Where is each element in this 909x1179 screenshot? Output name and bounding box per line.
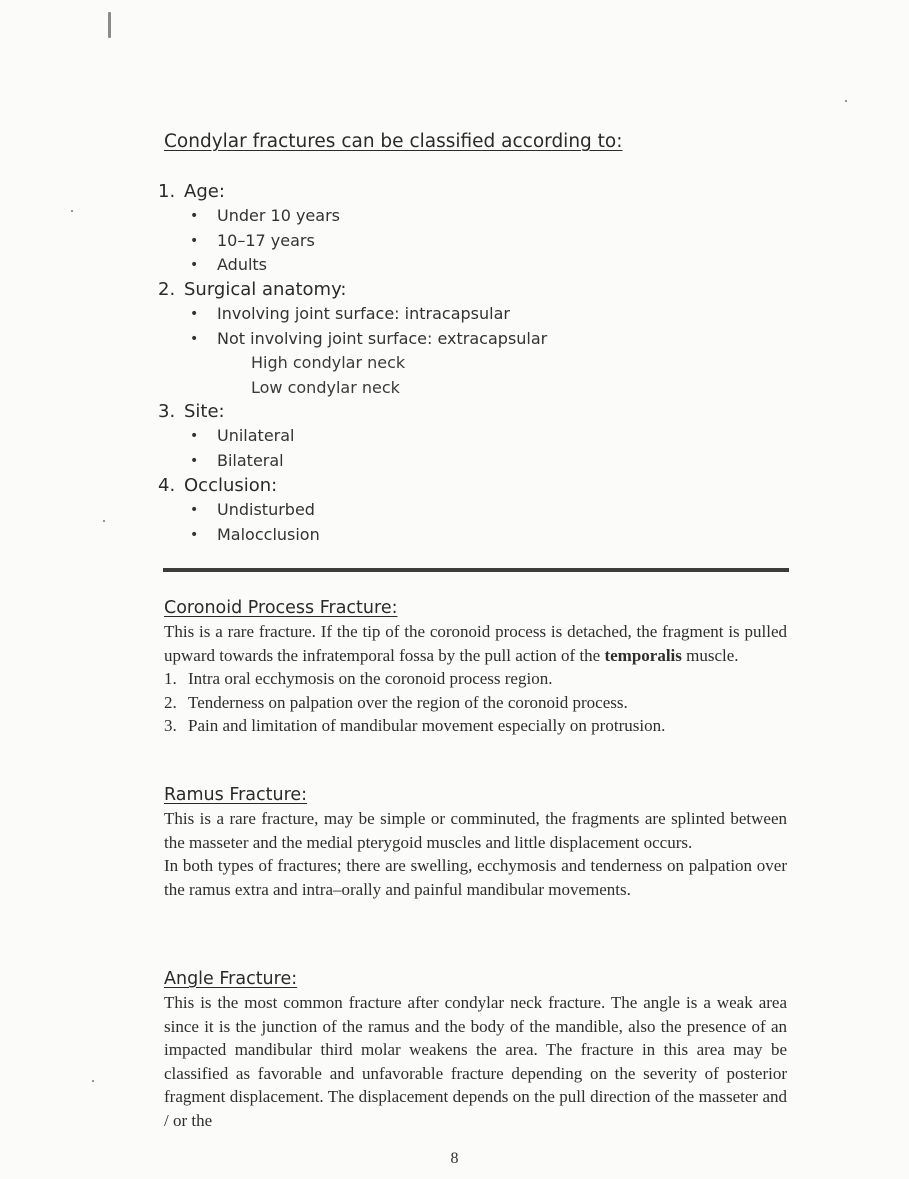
section-title-angle: Angle Fracture:	[164, 969, 298, 989]
category-heading-site	[158, 400, 658, 424]
category-items-age	[158, 204, 658, 278]
bullet-icon: •	[190, 232, 199, 249]
coronoid-signs-list	[164, 667, 787, 738]
list-item: • 10–17 years	[158, 229, 658, 254]
category-title: Site:	[184, 401, 225, 423]
category-heading-age	[158, 180, 658, 204]
emphasis-term: temporalis	[604, 645, 682, 665]
bullet-icon: •	[190, 453, 199, 470]
bullet-icon: •	[190, 526, 199, 543]
section-divider	[163, 568, 789, 572]
category-number: 3.	[158, 401, 176, 423]
scan-speck	[845, 100, 847, 102]
bullet-icon: •	[190, 208, 199, 224]
sub-item: High condylar neck	[251, 353, 406, 373]
list-item: • Adults	[158, 253, 658, 278]
category-heading-surgical-anatomy	[158, 278, 658, 302]
list-item: 3. Pain and limitation of mandibular movement especially on protrusion.	[164, 716, 666, 735]
section-title-ramus: Ramus Fracture:	[164, 785, 308, 805]
scan-speck	[71, 210, 73, 212]
category-items-surgical-anatomy	[158, 302, 658, 351]
scan-speck	[103, 520, 105, 522]
classification-list	[158, 180, 658, 547]
ramus-paragraph-1: This is a rare fracture, may be simple or comminuted, the fragments are splinted between the masseter and the medial pterygoid muscles and little displacement occurs.	[164, 809, 787, 852]
coronoid-section	[164, 596, 787, 738]
category-title: Occlusion:	[184, 474, 278, 496]
page-number: 8	[450, 1150, 459, 1167]
bullet-icon: •	[190, 257, 199, 274]
page-title: Condylar fractures can be classified according to:	[164, 131, 623, 152]
scan-speck	[92, 1080, 94, 1082]
category-number: 1.	[158, 181, 176, 202]
list-item: • Unilateral	[158, 424, 658, 449]
list-item: • Under 10 years	[158, 204, 658, 229]
bullet-icon: •	[190, 330, 199, 347]
list-item: • Not involving joint surface: extracapsular	[158, 327, 658, 352]
category-title: Age:	[184, 181, 225, 202]
category-items-site	[158, 424, 658, 473]
category-items-occlusion	[158, 498, 658, 547]
list-item: • Undisturbed	[158, 498, 658, 523]
list-item: • Bilateral	[158, 449, 658, 474]
sub-item: Low condylar neck	[251, 377, 400, 397]
list-item: • Involving joint surface: intracapsular	[158, 302, 658, 327]
section-title-coronoid: Coronoid Process Fracture:	[164, 598, 398, 618]
bullet-icon: •	[190, 306, 199, 323]
list-item: 2. Tenderness on palpation over the region of the coronoid process.	[164, 692, 628, 712]
list-item: • Malocclusion	[158, 523, 658, 548]
category-title: Surgical anatomy:	[184, 279, 347, 301]
angle-paragraph: This is the most common fracture after condylar neck fracture. The angle is a weak area since it is the junction of the ramus and the body of the mandible, also the presence of an impacted mandibular third molar weakens the area. The fracture in this area may be classified as favorable and unfavorable fracture depending on the severity of posterior fragment displacement. The displacement depends on the pull direction of the masseter and / or the	[164, 993, 787, 1130]
category-number: 4.	[158, 474, 176, 496]
bullet-icon: •	[190, 501, 199, 518]
angle-section	[164, 967, 787, 1132]
ramus-section	[164, 783, 787, 901]
list-item: 1. Intra oral ecchymosis on the coronoid process region.	[164, 669, 553, 688]
category-number: 2.	[158, 279, 176, 301]
coronoid-paragraph: This is a rare fracture. If the tip of the coronoid process is detached, the fragment is pulled upward towards the infratemporal fossa by the pull action of the temporalis muscle.	[164, 622, 787, 665]
scan-speck	[108, 12, 111, 38]
category-heading-occlusion	[158, 474, 658, 498]
bullet-icon: •	[190, 428, 199, 445]
ramus-paragraph-2: In both types of fractures; there are swelling, ecchymosis and tenderness on palpation over the ramus extra and intra–orally and painful mandibular movements.	[164, 856, 787, 899]
